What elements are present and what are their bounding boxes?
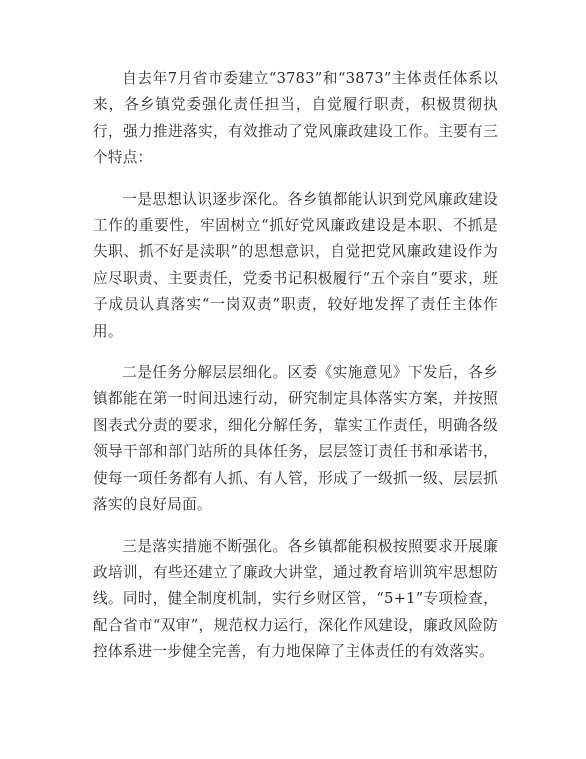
intro-paragraph: 自去年7月省市委建立“3783”和“3873”主体责任体系以来，各乡镇党委强化责任担当，自觉履行职责，积极贯彻执行，强力推进落实，有效推动了党风廉政建设工作。主要有三个特点： [93,70,498,167]
paragraph-measures: 三是落实措施不断强化。各乡镇都能积极按照要求开展廉政培训，有些还建立了廉政大讲堂，通过教育培训筑牢思想防线。同时，健全制度机制，实行乡财区管，“5+1”专项检查，配合省市“双审”，规范权力运行，深化作风建设，廉政风险防控体系进一步健全完善，有力地保障了主体责任的有效落实。 [93,537,498,661]
document-body [93,66,498,681]
paragraph-ideology: 一是思想认识逐步深化。各乡镇都能认识到党风廉政建设工作的重要性，牢固树立“抓好党风廉政建设是本职、不抓是失职、抓不好是渎职”的思想意识，自觉把党风廉政建设作为应尽职责、主要责任，党委书记积极履行“五个亲自”要求，班子成员认真落实“一岗双责”职责，较好地发挥了责任主体作用。 [93,190,498,340]
paragraph-task-breakdown: 二是任务分解层层细化。区委《实施意见》下发后，各乡镇都能在第一时间迅速行动，研究制定具体落实方案，并按照图表式分责的要求，细化分解任务，靠实工作责任，明确各级领导干部和部门站所的具体任务，层层签订责任书和承诺书，使每一项任务都有人抓、有人管，形成了一级抓一级、层层抓落实的良好局面。 [93,364,498,514]
